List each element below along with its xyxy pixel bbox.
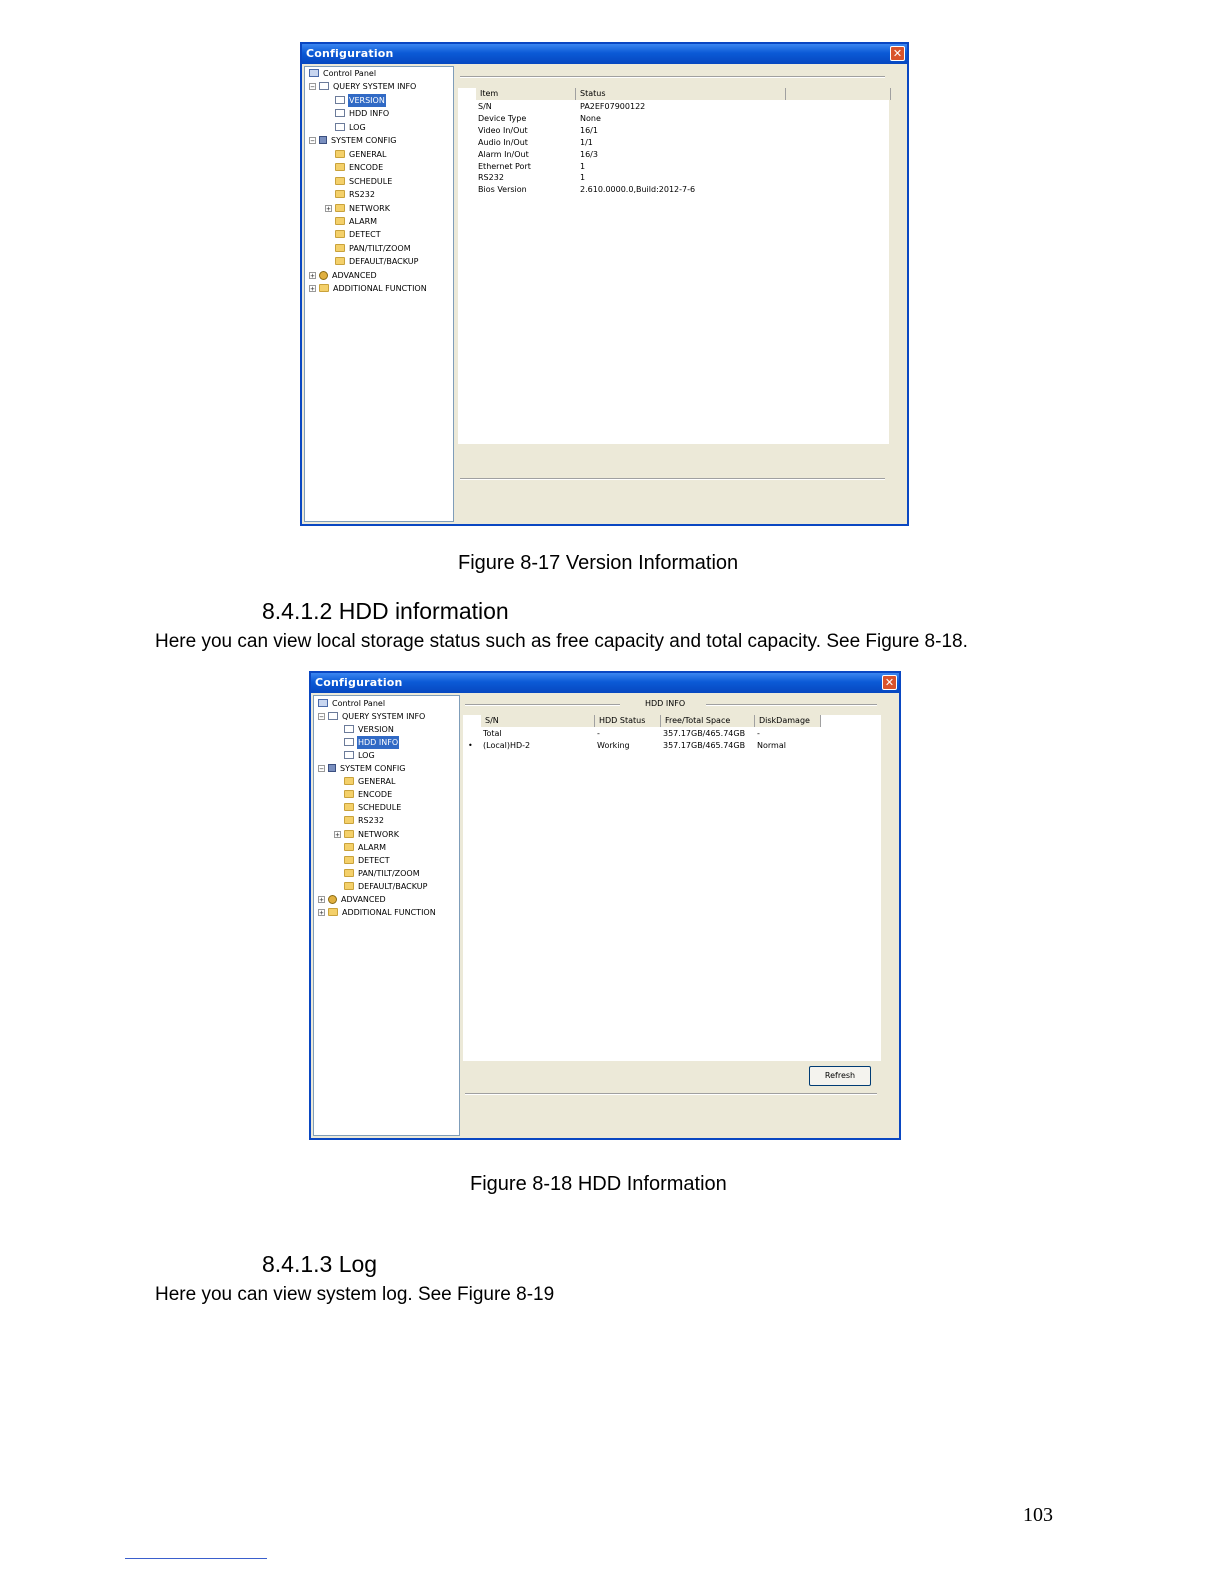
tree-item[interactable]: [325, 148, 387, 161]
cell-item: Video In/Out: [478, 125, 528, 135]
gear-icon: [319, 271, 328, 280]
cell: (Local)HD-2: [483, 741, 531, 750]
window-titlebar[interactable]: [311, 673, 899, 693]
tree-item[interactable]: [325, 107, 390, 120]
cell: Working: [597, 741, 630, 750]
tree-item-label: NETWORK: [358, 829, 399, 839]
column-header-space[interactable]: Free/Total Space: [661, 715, 755, 727]
expand-icon[interactable]: +: [335, 830, 340, 839]
folder-icon: [328, 908, 338, 916]
folder-icon: [344, 790, 354, 798]
page-icon: [344, 738, 354, 746]
folder-icon: [335, 204, 345, 212]
collapse-icon[interactable]: −: [319, 713, 324, 722]
tree-item-label: SCHEDULE: [349, 176, 393, 186]
tree-item[interactable]: [309, 67, 377, 80]
cell-item: Bios Version: [478, 185, 527, 195]
tree-item[interactable]: [325, 228, 382, 241]
figure-caption: Figure 8-17 Version Information: [458, 552, 739, 574]
tree-item-label: ENCODE: [349, 163, 384, 173]
version-config-window: [300, 42, 909, 526]
cell-status: 1/1: [580, 137, 593, 147]
tool-icon: [319, 136, 327, 144]
cell: -: [597, 729, 600, 738]
cell-status: 16/3: [580, 149, 598, 159]
folder-icon: [335, 244, 345, 252]
gear-icon: [328, 895, 337, 904]
tree-item[interactable]: [334, 841, 387, 854]
version-content-panel: [456, 66, 905, 522]
tree-item-label: DETECT: [358, 855, 390, 865]
divider: [460, 478, 885, 480]
tree-item-label: HDD INFO: [358, 738, 399, 748]
tree-item-label: ADDITIONAL FUNCTION: [342, 907, 436, 917]
tree-item[interactable]: [309, 282, 428, 295]
tree-item-label: PAN/TILT/ZOOM: [358, 868, 420, 878]
tree-item[interactable]: [334, 854, 391, 867]
tree-item[interactable]: [318, 697, 386, 710]
tree-item-label: VERSION: [349, 95, 385, 105]
window-title: Configuration: [306, 47, 394, 60]
tree-item-label: LOG: [349, 122, 366, 132]
tree-item-label: ADVANCED: [341, 894, 386, 904]
hdd-content-panel: [461, 695, 897, 1136]
tree-item-label: QUERY SYSTEM INFO: [333, 82, 417, 92]
folder-icon: [319, 284, 329, 292]
refresh-button[interactable]: Refresh: [809, 1066, 871, 1086]
tree-item-label: Control Panel: [323, 69, 377, 78]
tree-item-label: LOG: [358, 751, 375, 761]
page-icon: [344, 751, 354, 759]
cell-item: RS232: [478, 173, 504, 183]
cell: 357.17GB/465.74GB: [663, 741, 746, 750]
cell-status: 1: [580, 161, 586, 171]
tree-item[interactable]: [334, 814, 385, 827]
folder-icon: [344, 816, 354, 824]
tree-item-label: DEFAULT/BACKUP: [358, 881, 428, 891]
tree-item[interactable]: [325, 215, 378, 228]
tree-item-label: PAN/TILT/ZOOM: [349, 243, 411, 253]
tree-item-label: SYSTEM CONFIG: [331, 136, 397, 146]
folder-icon: [344, 882, 354, 890]
row-bullet: •: [468, 741, 473, 750]
folder-icon: [344, 803, 354, 811]
tree-item[interactable]: [334, 788, 393, 801]
folder-icon: [344, 777, 354, 785]
tree-item[interactable]: [334, 880, 428, 893]
hdd-config-window: [309, 671, 901, 1140]
column-header-sn[interactable]: S/N: [481, 715, 595, 727]
cell-item: Audio In/Out: [478, 137, 528, 147]
cell-status: 16/1: [580, 125, 598, 135]
tree-item[interactable]: [325, 94, 386, 107]
close-icon[interactable]: ✕: [890, 46, 905, 61]
tree-item[interactable]: [325, 121, 367, 134]
window-titlebar[interactable]: [302, 44, 907, 64]
tree-item-label: ENCODE: [358, 790, 393, 800]
tree-item[interactable]: [325, 255, 419, 268]
cell: Total: [483, 729, 502, 738]
column-header-hdd-status[interactable]: HDD Status: [595, 715, 661, 727]
cell: -: [757, 729, 760, 738]
tree-item-label: HDD INFO: [349, 109, 390, 119]
folder-icon: [335, 257, 345, 265]
footnote-rule: [125, 1558, 267, 1559]
tree-item-label: VERSION: [358, 725, 394, 735]
tree-item[interactable]: [325, 202, 391, 215]
tree-item[interactable]: [334, 723, 395, 736]
section-heading: 8.4.1.2 HDD information: [262, 598, 509, 624]
panel-title: HDD INFO: [645, 699, 686, 708]
panel-icon: [309, 69, 319, 77]
page-icon: [319, 82, 329, 90]
divider: [706, 704, 877, 706]
config-tree[interactable]: [304, 66, 454, 522]
tree-item[interactable]: [334, 749, 376, 762]
page-icon: [335, 96, 345, 104]
tree-item-label: GENERAL: [349, 149, 387, 159]
folder-icon: [344, 856, 354, 864]
tree-item-label: Control Panel: [332, 699, 386, 708]
collapse-icon[interactable]: −: [319, 765, 324, 774]
tree-item[interactable]: [325, 188, 376, 201]
divider: [465, 704, 620, 706]
tree-item[interactable]: [309, 269, 378, 282]
folder-icon: [335, 217, 345, 225]
cell-status: PA2EF07900122: [580, 102, 646, 111]
expand-icon[interactable]: +: [326, 204, 331, 213]
tree-item[interactable]: [309, 80, 417, 93]
hdd-table: [463, 715, 881, 1061]
tree-item[interactable]: [318, 710, 426, 723]
tree-item-label: ADVANCED: [332, 270, 377, 280]
column-header-status[interactable]: Status: [576, 88, 786, 100]
tree-item[interactable]: [325, 242, 412, 255]
section-body: Here you can view system log. See Figure 8-19: [155, 1284, 555, 1305]
cell-item: Ethernet Port: [478, 161, 531, 171]
page-icon: [344, 725, 354, 733]
tree-item-label: GENERAL: [358, 777, 396, 787]
tree-item[interactable]: [325, 175, 393, 188]
page-icon: [328, 712, 338, 720]
tree-item[interactable]: [309, 134, 397, 147]
panel-icon: [318, 699, 328, 707]
divider: [465, 1093, 877, 1095]
tool-icon: [328, 764, 336, 772]
section-heading: 8.4.1.3 Log: [262, 1251, 378, 1277]
folder-icon: [335, 150, 345, 158]
folder-icon: [335, 177, 345, 185]
tree-item[interactable]: [334, 736, 399, 749]
folder-icon: [335, 230, 345, 238]
cell-item: Device Type: [478, 113, 527, 123]
page-icon: [335, 123, 345, 131]
tree-item[interactable]: [318, 906, 437, 919]
tree-item-label: RS232: [358, 816, 384, 826]
cell: 357.17GB/465.74GB: [663, 729, 746, 738]
cell-item: Alarm In/Out: [478, 149, 529, 159]
folder-icon: [335, 190, 345, 198]
cell: Normal: [757, 741, 786, 750]
tree-item-label: NETWORK: [349, 203, 390, 213]
folder-icon: [344, 869, 354, 877]
cell-status: 1: [580, 173, 586, 183]
cell-item: S/N: [478, 102, 492, 111]
column-header-disk-damage[interactable]: DiskDamage: [755, 715, 821, 727]
collapse-icon[interactable]: −: [310, 83, 315, 92]
tree-item-label: ALARM: [349, 216, 378, 226]
tree-item-label: ADDITIONAL FUNCTION: [333, 284, 427, 294]
tree-item-label: RS232: [349, 190, 375, 200]
folder-icon: [344, 830, 354, 838]
tree-item-label: QUERY SYSTEM INFO: [342, 712, 426, 722]
expand-icon[interactable]: +: [310, 285, 315, 294]
config-tree[interactable]: [313, 695, 460, 1136]
tree-item-label: DETECT: [349, 230, 381, 240]
tree-item[interactable]: [334, 867, 421, 880]
expand-icon[interactable]: +: [319, 908, 324, 917]
tree-item-label: SCHEDULE: [358, 803, 402, 813]
tree-item[interactable]: [334, 801, 402, 814]
window-title: Configuration: [315, 676, 403, 689]
cell-status: 2.610.0000.0,Build:2012-7-6: [580, 185, 696, 195]
tree-item[interactable]: [318, 893, 387, 906]
tree-item-label: DEFAULT/BACKUP: [349, 257, 419, 267]
version-table: [458, 88, 889, 444]
expand-icon[interactable]: +: [310, 271, 315, 280]
tree-item[interactable]: [325, 161, 384, 174]
folder-icon: [344, 843, 354, 851]
close-icon[interactable]: ✕: [882, 675, 897, 690]
tree-item[interactable]: [334, 775, 396, 788]
expand-icon[interactable]: +: [319, 895, 324, 904]
figure-caption: Figure 8-18 HDD Information: [470, 1173, 727, 1195]
divider: [460, 76, 885, 78]
cell-status: None: [580, 113, 601, 123]
column-header-item[interactable]: Item: [476, 88, 576, 100]
collapse-icon[interactable]: −: [310, 137, 315, 146]
folder-icon: [335, 163, 345, 171]
column-header-blank[interactable]: [786, 88, 891, 100]
tree-item-label: ALARM: [358, 842, 387, 852]
tree-item[interactable]: [334, 828, 400, 841]
tree-item[interactable]: [318, 762, 406, 775]
tree-item-label: SYSTEM CONFIG: [340, 764, 406, 774]
section-body: Here you can view local storage status such as free capacity and total capacity. See Figure 8-18.: [155, 631, 968, 652]
page-icon: [335, 109, 345, 117]
page-number: 103: [1023, 1504, 1053, 1526]
